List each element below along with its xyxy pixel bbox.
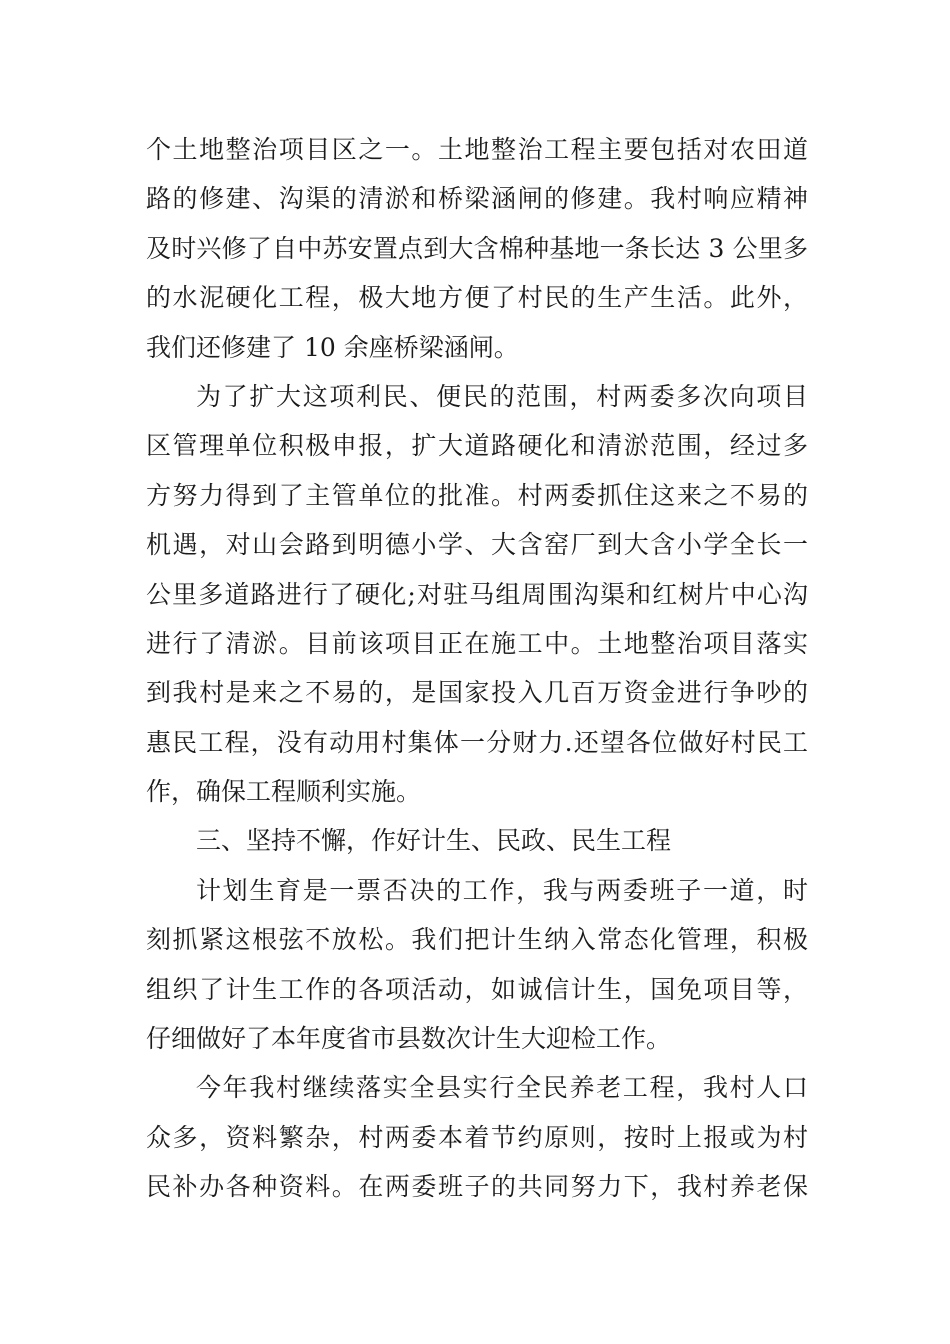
text-line: 的水泥硬化工程，极大地方便了村民的生产生活。此外， [146,283,808,313]
text-line: 方努力得到了主管单位的批准。村两委抓住这来之不易的 [146,480,808,510]
text-line: 及时兴修了自中苏安置点到大含棉种基地一条长达 3 公里多 [146,233,808,263]
text-line: 刻抓紧这根弦不放松。我们把计生纳入常态化管理，积极 [146,925,808,955]
text-line: 到我村是来之不易的，是国家投入几百万资金进行争吵的 [146,678,808,708]
text-line: 众多，资料繁杂，村两委本着节约原则，按时上报或为村 [146,1122,808,1152]
text-line: 作，确保工程顺利实施。 [146,777,422,807]
section-heading: 三、坚持不懈，作好计生、民政、民生工程 [196,826,672,856]
text-line: 今年我村继续落实全县实行全民养老工程，我村人口 [196,1073,808,1103]
text-line: 公里多道路进行了硬化;对驻马组周围沟渠和红树片中心沟 [146,579,808,609]
text-line: 惠民工程，没有动用村集体一分财力.还望各位做好村民工 [146,727,808,757]
text-line: 为了扩大这项利民、便民的范围，村两委多次向项目 [196,381,808,411]
text-line: 民补办各种资料。在两委班子的共同努力下，我村养老保 [146,1172,808,1202]
text-line: 仔细做好了本年度省市县数次计生大迎检工作。 [146,1024,672,1054]
text-line: 区管理单位积极申报，扩大道路硬化和清淤范围，经过多 [146,431,808,461]
text-line: 路的修建、沟渠的清淤和桥梁涵闸的修建。我村响应精神 [146,184,808,214]
text-line: 进行了清淤。目前该项目正在施工中。土地整治项目落实 [146,628,808,658]
text-line: 计划生育是一票否决的工作，我与两委班子一道，时 [196,875,808,905]
text-line: 组织了计生工作的各项活动，如诚信计生，国免项目等， [146,974,808,1004]
text-line: 个土地整治项目区之一。土地整治工程主要包括对农田道 [146,135,808,164]
text-line: 我们还修建了 10 余座桥梁涵闸。 [146,332,519,362]
body-text [146,125,808,1212]
text-line: 机遇，对山会路到明德小学、大含窑厂到大含小学全长一 [146,530,808,560]
